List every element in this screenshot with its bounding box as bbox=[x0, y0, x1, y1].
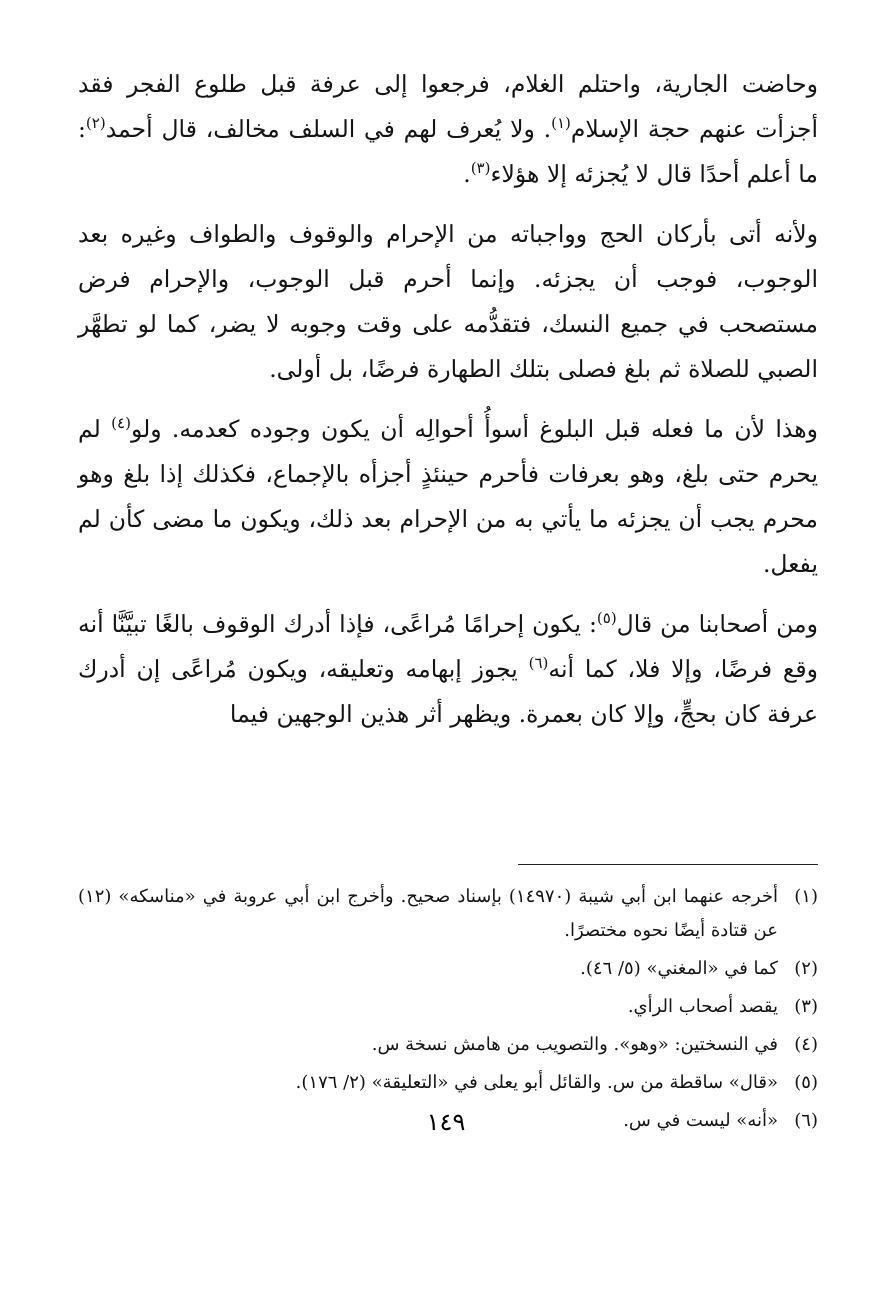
footnote-text: كما في «المغني» (٥/ ٤٦). bbox=[580, 958, 778, 979]
paragraph-text: ولأنه أتى بأركان الحج وواجباته من الإحرام والوقوف والطواف وغيره بعد الوجوب، فوجب أن يجزئه. وإنما أحرم قبل الوجوب، والإحرام فرض مستصحب في جميع النسك، فتقدُّمه على وقت وجوبه لا يضر، كما لو تطهَّر الصبي للصلاة ثم بلغ فصلى بتلك الطهارة فرضًا، بل أولى. bbox=[78, 220, 818, 383]
paragraph bbox=[78, 62, 818, 197]
paragraph bbox=[78, 407, 818, 587]
footnote-number: (٥) bbox=[794, 1072, 818, 1093]
paragraph-text: ومن أصحابنا من قال bbox=[616, 610, 818, 638]
footnote-text: أخرجه عنهما ابن أبي شيبة (١٤٩٧٠) بإسناد صحيح. وأخرج ابن أبي عروبة في «مناسكه» (١٢) عن قتادة أيضًا نحوه مختصرًا. bbox=[78, 886, 778, 941]
footnote-text: «أنه» ليست في س. bbox=[623, 1110, 778, 1131]
footnote-separator bbox=[518, 864, 818, 865]
footnote-text: يقصد أصحاب الرأي. bbox=[627, 996, 778, 1017]
footnote bbox=[78, 1066, 818, 1100]
footnote-reference: (١) bbox=[551, 114, 571, 133]
book-page bbox=[78, 62, 818, 1131]
footnote-text: «قال» ساقطة من س. والقائل أبو يعلى في «التعليقة» (٢/ ١٧٦). bbox=[295, 1072, 778, 1093]
footnote-reference: (٢) bbox=[85, 114, 106, 133]
footnote-number: (١) bbox=[794, 886, 818, 907]
paragraph bbox=[78, 212, 818, 392]
footnote-reference: (٥) bbox=[596, 609, 617, 628]
page-number: ١٤٩ bbox=[426, 1110, 466, 1136]
paragraph-text: . bbox=[463, 160, 471, 188]
paragraph-text: يجوز إبهامه وتعليقه، ويكون مُراعًى إن أدرك عرفة كان بحجٍّ، وإلا كان بعمرة. ويظهر أثر هذين الوجهين فيما bbox=[78, 655, 818, 728]
footnote-reference: (٦) bbox=[528, 654, 549, 673]
footnote bbox=[78, 990, 818, 1024]
footnote-number: (٣) bbox=[794, 996, 818, 1017]
footnote bbox=[78, 880, 818, 948]
paragraph-text: : يكون إحرامًا مُراعًى، فإذا أدرك الوقوف بالغًا تبيَّنَّا أنه وقع فرضًا، وإلا فلا، كما أنه bbox=[78, 610, 818, 683]
paragraph-text: . ولا يُعرف لهم في السلف مخالف، قال أحمد bbox=[105, 115, 552, 143]
paragraph bbox=[78, 602, 818, 737]
main-text bbox=[78, 62, 818, 737]
footnote-number: (٦) bbox=[794, 1110, 818, 1131]
footnote-number: (٢) bbox=[794, 958, 818, 979]
footnotes bbox=[78, 880, 818, 1142]
paragraph-text: : ما أعلم أحدًا قال لا يُجزئه إلا هؤلاء bbox=[78, 115, 818, 188]
paragraph-text: وحاضت الجارية، واحتلم الغلام، فرجعوا إلى عرفة قبل طلوع الفجر فقد أجزأت عنهم حجة الإسلام bbox=[78, 70, 818, 143]
footnote-reference: (٤) bbox=[111, 414, 131, 433]
footnote bbox=[78, 952, 818, 986]
footnote bbox=[78, 1028, 818, 1062]
paragraph-text: وهذا لأن ما فعله قبل البلوغ أسوأُ أحوالِه أن يكون وجوده كعدمه. ولو bbox=[130, 415, 818, 443]
footnote-number: (٤) bbox=[794, 1034, 818, 1055]
paragraph-text: لم يحرم حتى بلغ، وهو بعرفات فأحرم حينئذٍ أجزأه بالإجماع، فكذلك إذا بلغ وهو محرم يجب أن يجزئه ما يأتي به من الإحرام بعد ذلك، ويكون ما مضى كأن لم يفعل. bbox=[78, 415, 818, 578]
footnote-reference: (٣) bbox=[470, 159, 491, 178]
footnote-text: في النسختين: «وهو». والتصويب من هامش نسخة س. bbox=[371, 1034, 778, 1055]
